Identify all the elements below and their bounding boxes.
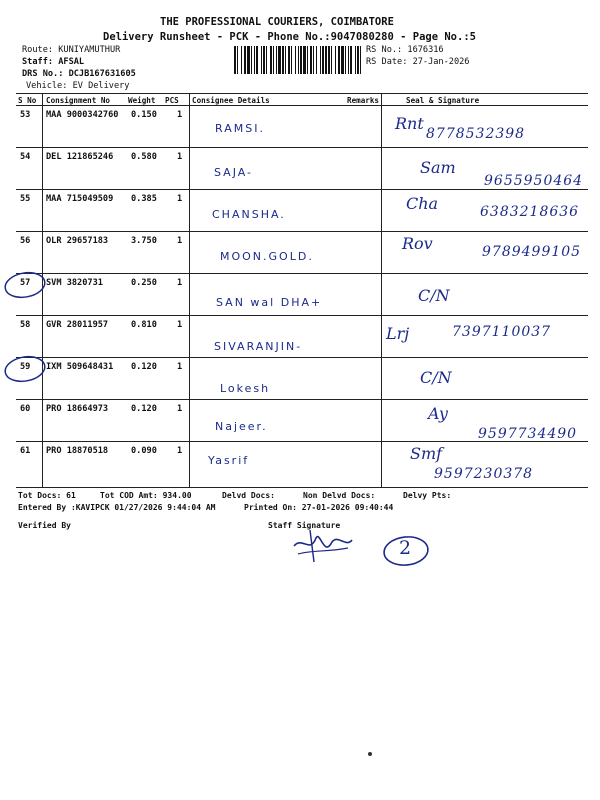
barcode-bar (307, 46, 308, 74)
row-pcs: 1 (177, 320, 183, 330)
row-consignee-name: SIVARANJIN- (214, 340, 303, 353)
barcode-bar (295, 46, 296, 74)
barcode-bar (285, 46, 286, 74)
barcode-bar (325, 46, 327, 74)
col-header-seal-signature: Seal & Signature (406, 96, 480, 105)
row-sno: 58 (20, 320, 31, 330)
barcode-bar (247, 46, 250, 74)
row-consignment-no: PRO 18664973 (46, 404, 109, 414)
barcode-bar (357, 46, 359, 74)
company-title: THE PROFESSIONAL COURIERS, COIMBATORE (160, 16, 394, 28)
row-consignment-no: MAA 715049509 (46, 194, 114, 204)
row-consignment-no: PRO 18870518 (46, 446, 109, 456)
row-consignee-name: SAN wal DHA+ (216, 296, 323, 309)
barcode-bar (288, 46, 290, 74)
col-header-weight: Weight (128, 96, 156, 105)
barcode-bar (345, 46, 346, 74)
barcode-bar (320, 46, 321, 74)
rs-number: RS No.: 1676316 (366, 45, 444, 55)
col-divider-2 (189, 93, 190, 487)
barcode-bar (256, 46, 258, 74)
row-sno: 53 (20, 110, 31, 120)
verified-by: Verified By (18, 521, 71, 530)
staff-signature-mark (288, 524, 358, 564)
barcode-bar (282, 46, 284, 74)
row-sno: 54 (20, 152, 31, 162)
barcode-bar (341, 46, 344, 74)
row-consignee-name: RAMSI. (215, 122, 265, 135)
staff-signature-label: Staff Signature (268, 521, 341, 530)
row-separator (16, 357, 588, 358)
row-phone: 7397110037 (452, 324, 552, 340)
drs-number: DRS No.: DCJB167631605 (22, 69, 136, 79)
row-consignment-no: OLR 29657183 (46, 236, 109, 246)
row-consignment-no: MAA 9000342760 (46, 110, 119, 120)
route-label: Route: KUNIYAMUTHUR (22, 45, 121, 55)
row-sno: 56 (20, 236, 31, 246)
row-separator (16, 399, 588, 400)
row-pcs: 1 (177, 152, 183, 162)
barcode-bar (234, 46, 236, 74)
row-signature: Ay (428, 404, 448, 423)
barcode-bar (278, 46, 281, 74)
barcode-bar (261, 46, 262, 74)
barcode-bar (270, 46, 272, 74)
barcode-bar (338, 46, 340, 74)
row-consignment-no: DEL 121865246 (46, 152, 114, 162)
barcode-bar (254, 46, 255, 74)
row-circle-mark (2, 354, 48, 384)
row-phone: 9597230378 (434, 466, 534, 482)
row-sno: 57 (20, 278, 31, 288)
row-phone: 8778532398 (426, 126, 526, 142)
row-consignee-name: Lokesh (220, 382, 271, 395)
staff-label: Staff: AFSAL (22, 57, 85, 67)
row-phone: 9655950464 (484, 173, 584, 189)
col-header-pcs: PCS (165, 96, 179, 105)
table-header-rule (16, 105, 588, 106)
row-pcs: 1 (177, 446, 183, 456)
row-signature: Rov (402, 234, 433, 253)
row-pcs: 1 (177, 236, 183, 246)
row-sno: 60 (20, 404, 31, 414)
row-weight: 0.385 (131, 194, 157, 204)
barcode-bar (263, 46, 265, 74)
row-sno: 61 (20, 446, 31, 456)
row-separator (16, 231, 588, 232)
barcode-bar (350, 46, 352, 74)
row-phone: 6383218636 (480, 204, 580, 220)
barcode-bar (273, 46, 274, 74)
row-pcs: 1 (177, 278, 183, 288)
barcode-bar (331, 46, 332, 74)
row-consignee-name: CHANSHA. (212, 208, 286, 221)
row-separator (16, 441, 588, 442)
barcode-bar (241, 46, 242, 74)
col-header-consignee: Consignee Details (192, 96, 270, 105)
barcode-bar (310, 46, 312, 74)
row-consignee-name: Yasrif (208, 454, 250, 467)
row-signature: Lrj (386, 324, 410, 343)
barcode-bar (298, 46, 299, 74)
row-sno: 55 (20, 194, 31, 204)
table-bottom-rule (16, 487, 588, 488)
row-weight: 0.090 (131, 446, 157, 456)
row-consignee-name: MOON.GOLD. (220, 250, 314, 263)
row-separator (16, 273, 588, 274)
col-divider-3 (381, 93, 382, 487)
vehicle-label: Vehicle: EV Delivery (26, 81, 130, 91)
col-header-consignment: Consignment No (46, 96, 111, 105)
delvd-docs: Delvd Docs: (222, 491, 275, 500)
row-weight: 0.580 (131, 152, 157, 162)
barcode-bar (348, 46, 349, 74)
circled-number: 2 (399, 537, 412, 559)
entered-by: Entered By :KAVIPCK 01/27/2026 9:44:04 AM (18, 503, 216, 512)
barcode-bar (291, 46, 292, 74)
row-separator (16, 315, 588, 316)
row-consignee-name: Najeer. (215, 420, 268, 433)
barcode-bar (237, 46, 238, 74)
col-header-remarks: Remarks (347, 96, 380, 105)
col-header-sno: S No (18, 96, 37, 105)
barcode-bar (313, 46, 314, 74)
row-signature: C/N (420, 368, 452, 387)
row-phone: 9597734490 (478, 426, 578, 442)
row-weight: 0.150 (131, 110, 157, 120)
runsheet-subtitle: Delivery Runsheet - PCK - Phone No.:9047080280 - Page No.:5 (103, 31, 476, 43)
barcode-bar (266, 46, 267, 74)
barcode-bar (244, 46, 246, 74)
table-top-rule (16, 93, 588, 94)
row-separator (16, 189, 588, 190)
row-weight: 0.120 (131, 404, 157, 414)
row-weight: 3.750 (131, 236, 157, 246)
barcode-bar (335, 46, 336, 74)
rs-date: RS Date: 27-Jan-2026 (366, 57, 470, 67)
barcode-bar (276, 46, 277, 74)
row-separator (16, 147, 588, 148)
barcode-bar (360, 46, 361, 74)
delvy-pts: Delvy Pts: (403, 491, 452, 500)
row-signature: Cha (406, 194, 439, 213)
row-signature: Rnt (395, 114, 424, 133)
tot-cod-amount: Tot COD Amt: 934.00 (100, 491, 192, 500)
barcode-bar (251, 46, 252, 74)
barcode-bar (300, 46, 302, 74)
row-consignment-no: SVM 3820731 (46, 278, 103, 288)
row-sno: 59 (20, 362, 31, 372)
row-weight: 0.120 (131, 362, 157, 372)
barcode-bar (328, 46, 330, 74)
row-signature: C/N (418, 286, 450, 305)
barcode-bar (303, 46, 306, 74)
barcode-bar (322, 46, 324, 74)
printed-on: Printed On: 27-01-2026 09:40:44 (244, 503, 394, 512)
row-consignee-name: SAJA- (214, 166, 254, 179)
row-pcs: 1 (177, 362, 183, 372)
row-consignment-no: GVR 28011957 (46, 320, 109, 330)
row-phone: 9789499105 (482, 244, 582, 260)
row-consignment-no: IXM 509648431 (46, 362, 114, 372)
row-pcs: 1 (177, 194, 183, 204)
row-signature: Smf (410, 444, 443, 463)
barcode-bar (316, 46, 317, 74)
ink-dot (368, 752, 372, 756)
tot-docs: Tot Docs: 61 (18, 491, 76, 500)
row-weight: 0.250 (131, 278, 157, 288)
barcode (234, 46, 362, 74)
row-signature: Sam (420, 158, 456, 177)
row-pcs: 1 (177, 404, 183, 414)
row-circle-mark (2, 270, 48, 300)
row-weight: 0.810 (131, 320, 157, 330)
non-delvd-docs: Non Delvd Docs: (303, 491, 376, 500)
barcode-bar (355, 46, 356, 74)
row-pcs: 1 (177, 110, 183, 120)
